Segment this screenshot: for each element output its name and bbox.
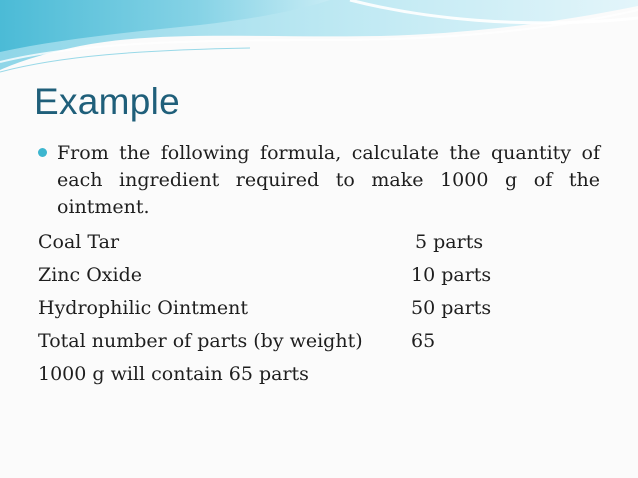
bullet-text: From the following formula, calculate the quantity of each ingredient required to make 1000 g of the ointment.: [57, 142, 600, 218]
ingredient-name: Zinc Oxide: [38, 264, 142, 286]
bullet-dot-icon: [38, 148, 47, 157]
bullet-item: [38, 140, 600, 221]
ingredient-quantity: 65: [411, 330, 436, 352]
ingredient-quantity: 10 parts: [411, 264, 492, 286]
header-wave-decoration: [0, 0, 638, 80]
ingredient-list: [38, 226, 600, 358]
ingredient-name: Hydrophilic Ointment: [38, 297, 248, 319]
ingredient-row: [38, 292, 600, 325]
ingredient-quantity: 50 parts: [411, 297, 492, 319]
ingredient-row: [38, 325, 600, 358]
ingredient-quantity: 5 parts: [415, 231, 484, 253]
ingredient-name: Coal Tar: [38, 231, 120, 253]
slide-title: Example: [34, 81, 181, 122]
ingredient-name: Total number of parts (by weight): [38, 330, 363, 352]
summary-line: 1000 g will contain 65 parts: [38, 363, 309, 385]
ingredient-row: [38, 259, 600, 292]
ingredient-row: [38, 226, 600, 259]
